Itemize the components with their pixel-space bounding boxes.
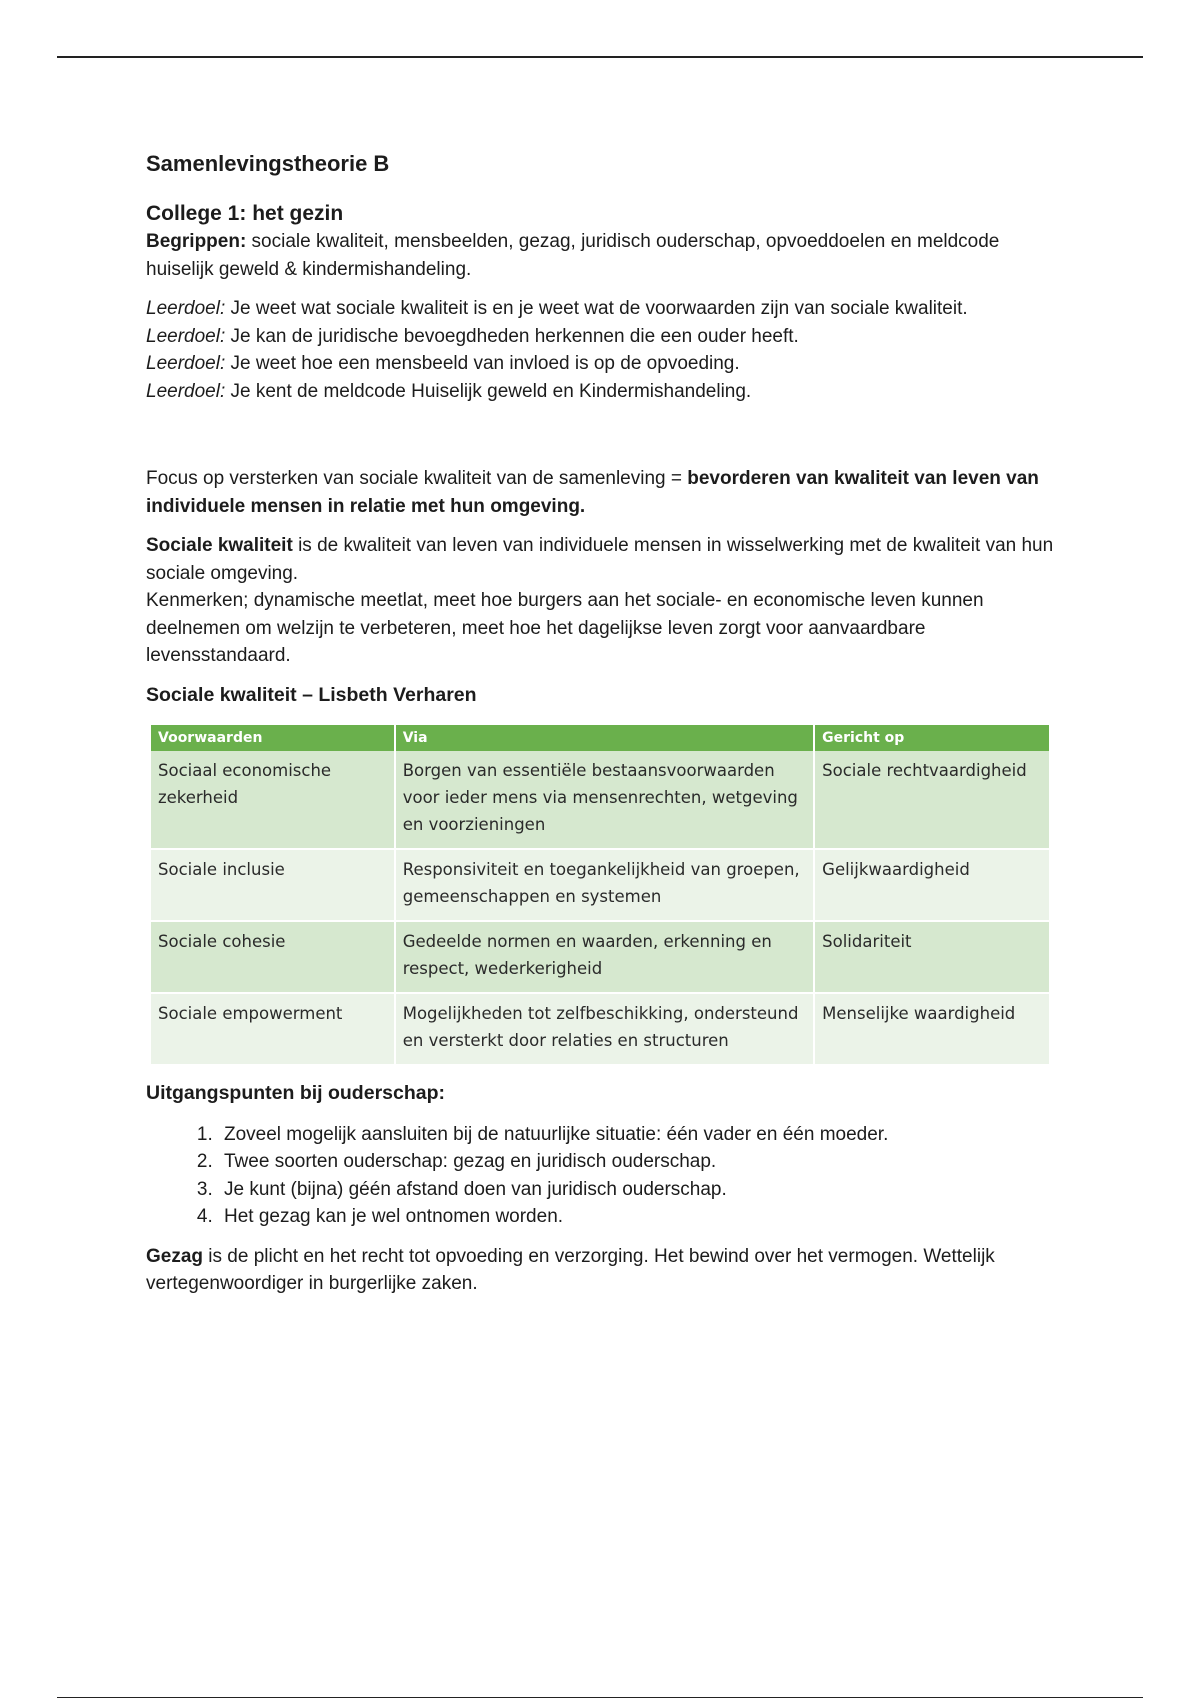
leerdoelen-block	[146, 295, 1056, 405]
column-header: Gericht op	[814, 725, 1050, 751]
gezag-bold: Gezag	[146, 1245, 204, 1267]
table-row	[151, 849, 1050, 921]
leerdoel-label: Leerdoel:	[146, 380, 226, 402]
top-rule	[57, 56, 1143, 58]
table-cell: Borgen van essentiële bestaansvoorwaarden voor ieder mens via mensenrechten, wetgeving en voorzieningen	[395, 751, 814, 849]
list-item: 2. Twee soorten ouderschap: gezag en juridisch ouderschap.	[218, 1148, 1056, 1176]
leerdoel-item	[146, 295, 1056, 323]
college-title: College 1: het gezin	[146, 202, 344, 225]
table-row	[151, 751, 1050, 849]
leerdoel-item	[146, 378, 1056, 406]
leerdoel-label: Leerdoel:	[146, 298, 226, 319]
table-cell: Responsiviteit en toegankelijkheid van groepen, gemeenschappen en systemen	[395, 849, 814, 921]
leerdoel-item	[146, 323, 1056, 351]
gezag-paragraph	[146, 1243, 1056, 1298]
begrippen-label: Begrippen:	[146, 231, 247, 252]
sociale-kwaliteit-table	[151, 725, 1051, 1066]
leerdoel-text: Je weet hoe een mensbeeld van invloed is op de opvoeding.	[225, 353, 740, 374]
list-item: 4. Het gezag kan je wel ontnomen worden.	[218, 1203, 1056, 1231]
table-heading: Sociale kwaliteit – Lisbeth Verharen	[146, 683, 477, 706]
sociale-kwaliteit-paragraph	[146, 532, 1056, 587]
table-row	[151, 993, 1050, 1065]
sk-text: is de kwaliteit van leven van individuele mensen in wisselwerking met de kwaliteit van hun sociale omgeving.	[146, 535, 1054, 584]
leerdoel-text: Je weet wat sociale kwaliteit is en je weet wat de voorwaarden zijn van sociale kwaliteit.	[225, 298, 968, 319]
table-cell: Sociale cohesie	[151, 921, 395, 993]
list-item: 3. Je kunt (bijna) géén afstand doen van juridisch ouderschap.	[218, 1176, 1056, 1204]
table-cell: Mogelijkheden tot zelfbeschikking, ondersteund en versterkt door relaties en structuren	[395, 993, 814, 1065]
document-body	[146, 150, 1056, 1298]
table-cell: Sociaal economische zekerheid	[151, 751, 395, 849]
begrippen-paragraph	[146, 228, 1056, 283]
leerdoel-label: Leerdoel:	[146, 353, 226, 374]
table-cell: Solidariteit	[814, 921, 1050, 993]
table-cell: Menselijke waardigheid	[814, 993, 1050, 1065]
leerdoel-text: Je kan de juridische bevoegdheden herkennen die een ouder heeft.	[225, 325, 799, 347]
column-header: Via	[395, 725, 814, 751]
table-row	[151, 921, 1050, 993]
sk-bold: Sociale kwaliteit	[146, 535, 293, 556]
begrippen-text: sociale kwaliteit, mensbeelden, gezag, juridisch ouderschap, opvoeddoelen en meldcode huiselijk geweld & kindermishandeling.	[146, 231, 1000, 280]
uitgangspunten-heading: Uitgangspunten bij ouderschap:	[146, 1081, 446, 1104]
table-header-row	[151, 725, 1050, 751]
focus-paragraph	[146, 465, 1056, 520]
table-cell: Gelijkwaardigheid	[814, 849, 1050, 921]
bottom-rule	[57, 1697, 1143, 1698]
leerdoel-label: Leerdoel:	[146, 325, 226, 347]
column-header: Voorwaarden	[151, 725, 395, 751]
table-cell: Gedeelde normen en waarden, erkenning en respect, wederkerigheid	[395, 921, 814, 993]
focus-text: Focus op versterken van sociale kwaliteit van de samenleving =	[146, 468, 688, 489]
focus-bold: bevorderen van kwaliteit van leven van individuele mensen in relatie met hun omgeving.	[146, 468, 1039, 517]
table-cell: Sociale inclusie	[151, 849, 395, 921]
kenmerken-paragraph: Kenmerken; dynamische meetlat, meet hoe burgers aan het sociale- en economische leven kunnen deelnemen om welzijn te verbeteren, meet hoe het dagelijkse leven zorgt voor aanvaardbare levensstandaard.	[146, 590, 984, 666]
table-cell: Sociale empowerment	[151, 993, 395, 1065]
uitgangspunten-list	[146, 1121, 1056, 1231]
table-cell: Sociale rechtvaardigheid	[814, 751, 1050, 849]
leerdoel-item	[146, 350, 1056, 378]
document-title: Samenlevingstheorie B	[146, 151, 390, 176]
gezag-text: is de plicht en het recht tot opvoeding en verzorging. Het bewind over het vermogen. Wettelijk vertegenwoordiger in burgerlijke zaken.	[146, 1245, 995, 1294]
leerdoel-text: Je kent de meldcode Huiselijk geweld en Kindermishandeling.	[225, 380, 752, 402]
list-item: 1. Zoveel mogelijk aansluiten bij de natuurlijke situatie: één vader en één moeder.	[218, 1121, 1056, 1149]
